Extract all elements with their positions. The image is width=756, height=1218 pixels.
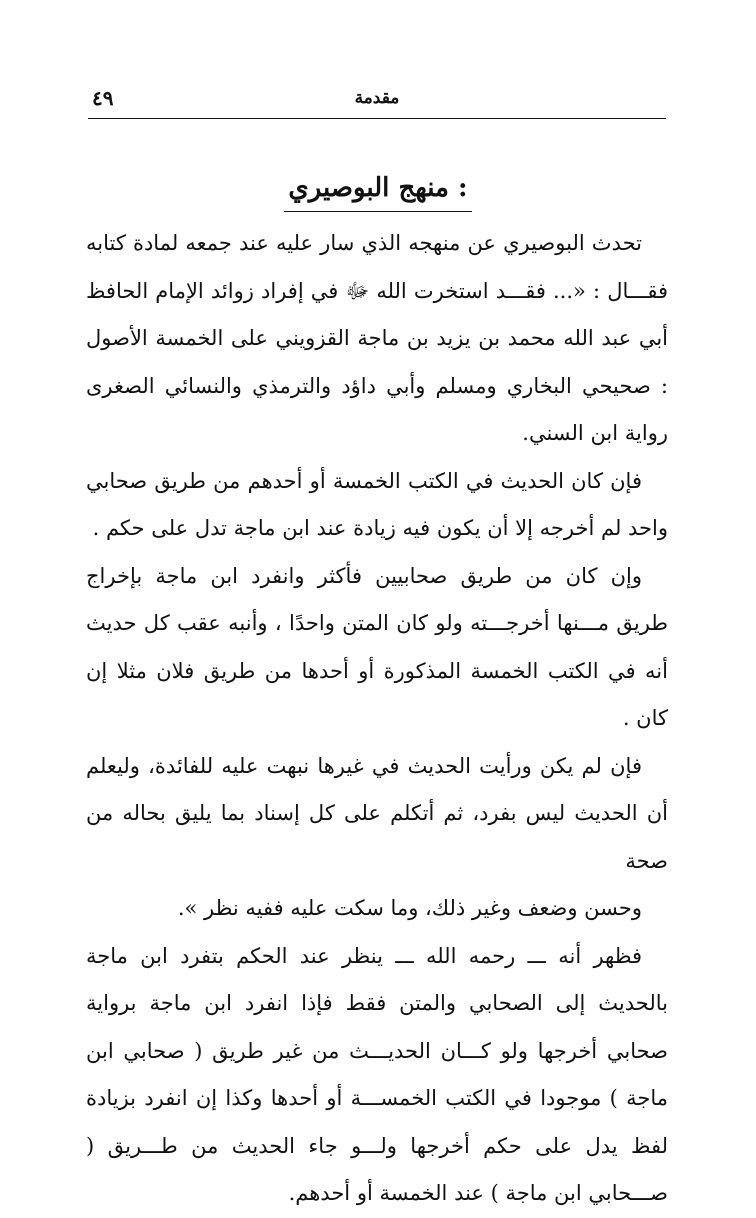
paragraph: فإن كان الحديث في الكتب الخمسة أو أحدهم من طريق صحابي واحد لم أخرجه إلا أن يكون فيه زيادة عند ابن ماجة تدل على حكم .	[86, 468, 668, 540]
paragraph: تحدث البوصيري عن منهجه الذي سار عليه عند جمعه لمادة كتابه فقـــال : «... فقـــد استخرت الله ﷻ في إفراد زوائد الإمام الحافظ أبي عبد الله محمد بن يزيد بن ماجة القزويني على الخمسة الأصول : صحيحي البخاري ومسلم وأبي داؤد والترمذي والنسائي الصغرى رواية ابن السني.	[86, 231, 668, 445]
section-title	[0, 168, 756, 212]
page-number: ٤٩	[92, 86, 114, 110]
running-header	[88, 84, 666, 119]
paragraph: وإن كان من طريق صحابيين فأكثر وانفرد ابن ماجة بإخراج طريق مـــنها أخرجـــته ولو كان المتن واحدًا ، وأنبه عقب كل حديث أنه في الكتب الخمسة المذكورة أو أحدها من طريق فلان مثلا إن كان .	[86, 563, 668, 730]
paragraph: فإن لم يكن ورأيت الحديث في غيرها نبهت عليه للفائدة، وليعلم أن الحديث ليس بفرد، ثم أتكلم على كل إسناد بما يليق بحاله من صحة	[86, 753, 668, 873]
body-text	[86, 220, 668, 1218]
paragraph: وحسن وضعف وغير ذلك، وما سكت عليه ففيه نظر ».	[177, 896, 642, 920]
header-title: مقدمة	[354, 88, 400, 108]
paragraph: فظهر أنه ـــ رحمه الله ـــ ينظر عند الحكم بتفرد ابن ماجة بالحديث إلى الصحابي والمتن فقط فإذا انفرد ابن ماجة برواية صحابي أخرجها ولو كـــان الحديـــث من غير طريق ( صحابي ابن ماجة ) موجودا في الكتب الخمســـة أو أحدها وكذا إن انفرد بزيادة لفظ يدل على حكم أخرجها ولـــو جاء الحديث من طـــريق ( صـــحابي ابن ماجة ) عند الخمسة أو أحدهم.	[86, 943, 668, 1205]
section-title-text: منهج البوصيري :	[284, 168, 471, 212]
